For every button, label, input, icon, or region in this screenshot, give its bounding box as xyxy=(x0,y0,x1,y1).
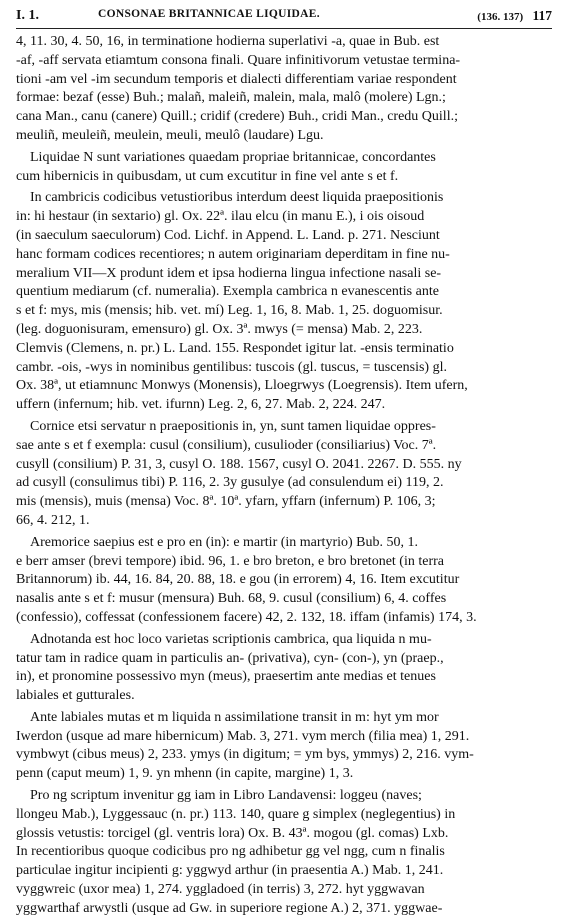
text-line: ad cusyll (consulimus tibi) P. 116, 2. 3y gusulye (ad consulendum ei) 119, 2. xyxy=(16,475,444,491)
body-text xyxy=(16,33,552,919)
text-line: llongeu Mab.), Lyggessauc (n. pr.) 113. 140, quare g simplex (neglegentius) in xyxy=(16,806,456,822)
text-line: formae: bezaf (esse) Buh.; malañ, maleiñ, malein, mala, malô (molere) Lgn.; xyxy=(16,90,446,106)
text-line: -af, -aff servata etiamtum consona finali. Quare infinitivorum vetustae termina- xyxy=(16,52,461,68)
text-line: hanc formam codices recentiores; n autem originariam deperditam in fine nu- xyxy=(16,246,450,262)
text-line: meuliñ, meuleiñ, meulein, meuli, meulô (laudare) Lgu. xyxy=(16,127,324,143)
text-line: sae ante s et f exempla: cusul (consilium), cusulioder (consiliarius) Voc. 7ª. xyxy=(16,437,437,453)
text-line: (confessio), coffessat (confessionem facere) 42, 2. 132, 18. iffam (infamis) 174, 3. xyxy=(16,609,477,625)
text-line: Clemvis (Clemens, n. pr.) L. Land. 155. Respondet igitur lat. -ensis terminatio xyxy=(16,340,454,356)
text-line: mis (mensis), muis (mensa) Voc. 8ª. 10ª. yfarn, yffarn (infernum) P. 106, 3; xyxy=(16,494,436,510)
text-line: tatur tam in radice quam in particulis an- (privativa), cyn- (con-), yn (praep., xyxy=(16,650,444,666)
text-line: 4, 11. 30, 4. 50, 16, in terminatione hodierna superlativi -a, quae in Bub. est xyxy=(16,34,440,49)
text-line: 66, 4. 212, 1. xyxy=(16,512,90,528)
text-line: Cornice etsi servatur n praepositionis in, yn, sunt tamen liquidae oppres- xyxy=(30,418,436,434)
text-line: tioni -am vel -im secundum temporis et dialecti differentiam variae respondent xyxy=(16,71,457,87)
text-line: Adnotanda est hoc loco varietas scriptionis cambrica, qua liquida n mu- xyxy=(30,631,432,647)
page-number: 117 xyxy=(532,8,552,23)
text-line: Ox. 38ª, ut etiamnunc Monwys (Monensis), Lloegrwys (Loegrensis). Item ufern, xyxy=(16,378,468,394)
text-line: vyggwreic (uxor mea) 1, 274. yggladoed (in terris) 3, 272. hyt yggwavan xyxy=(16,882,425,898)
text-line: Aremorice saepius est e pro en (in): e martir (in martyrio) Bub. 50, 1. xyxy=(30,534,418,550)
text-line: (leg. doguonisuram, emensuro) gl. Ox. 3ª. mwys (= mensa) Mab. 2, 223. xyxy=(16,321,423,337)
text-line: (in saeculum saeculorum) Cod. Lichf. in Append. L. Land. p. 271. Nesciunt xyxy=(16,227,440,243)
text-line: in: hi hestaur (in sextario) gl. Ox. 22ª. ilau elcu (in manu E.), i ois oisoud xyxy=(16,209,425,225)
text-line: labiales et gutturales. xyxy=(16,688,135,704)
text-line: e berr amser (brevi tempore) ibid. 96, 1. e bro breton, e bro bretonet (in terra xyxy=(16,553,444,569)
text-line: Iwerdon (usque ad mare hibernicum) Mab. 3, 271. vym merch (filia mea) 1, 291. xyxy=(16,728,470,744)
text-line: in), et pronomine possessivo myn (meus), praesertim ante medias et tenues xyxy=(16,669,436,685)
running-header xyxy=(16,6,552,29)
text-line: penn (caput meum) 1, 9. yn mhenn (in capite, margine) 1, 3. xyxy=(16,766,354,782)
text-line: glossis vetustis: torcigel (gl. ventris lora) Ox. B. 43ª. mogou (gl. comas) Lxb. xyxy=(16,825,449,841)
text-line: nasalis ante s et f: musur (mensura) Buh. 68, 9. cusul (consilium) 6, 4. coffes xyxy=(16,591,447,607)
text-line: vymbwyt (cibus meus) 2, 233. ymys (in digitum; = ym bys, ymmys) 2, 216. vym- xyxy=(16,747,474,763)
text-line: Ante labiales mutas et m liquida n assimilatione transit in m: hyt ym mor xyxy=(30,709,439,725)
page-ref-and-number xyxy=(477,8,552,24)
running-title: CONSONAE BRITANNICAE LIQUIDAE. xyxy=(98,8,320,20)
text-line: cum hibernicis in quibusdam, ut cum excutitur in fine vel ante s et f. xyxy=(16,168,399,184)
text-line: cusyll (consilium) P. 31, 3, cusyl O. 188. 1567, cusyl O. 2041. 2267. D. 555. ny xyxy=(16,456,462,472)
text-line: uffern (infernum; hib. vet. ifurnn) Leg. 2, 6, 27. Mab. 2, 224. 247. xyxy=(16,397,386,413)
page-reference: (136. 137) xyxy=(477,11,524,23)
text-line: In recentioribus quoque codicibus pro ng adhibetur gg vel ngg, cum n finalis xyxy=(16,844,445,860)
text-line: In cambricis codicibus vetustioribus interdum deest liquida praepositionis xyxy=(30,190,444,206)
text-line: quentium mediarum (cf. numeralia). Exempla cambrica n evanescentis ante xyxy=(16,284,439,300)
text-line: meralium VII—X produnt idem et ipsa hodierna lingua infectione nasali se- xyxy=(16,265,442,281)
text-line: s et f: mys, mis (mensis; hib. vet. mí) Leg. 1, 16, 8. Mab. 1, 25. doguomisur. xyxy=(16,303,443,319)
text-line: particulae ingitur incipienti g: yggwyd arthur (in praesentia A.) Mab. 1, 241. xyxy=(16,863,444,879)
text-line: cambr. -ois, -wys in nominibus gentilibus: tuscois (gl. tuscus, = tuscensis) gl. xyxy=(16,359,447,375)
text-line: Pro ng scriptum invenitur gg iam in Libro Landavensi: loggeu (naves; xyxy=(30,788,422,804)
text-line: yggwarthaf arwystli (usque ad Gw. in superiore regione A.) 2, 371. yggwae- xyxy=(16,900,443,916)
section-number: I. 1. xyxy=(16,8,39,23)
text-line: Liquidae N sunt variationes quaedam propriae britannicae, concordantes xyxy=(30,149,436,165)
text-line: cana Man., canu (canere) Quill.; cridif (credere) Buh., cridi Man., credu Quill.; xyxy=(16,109,458,125)
text-line: Britannorum) ib. 44, 16. 84, 20. 88, 18. e gou (in errorem) 4, 16. Item excutitur xyxy=(16,572,460,588)
